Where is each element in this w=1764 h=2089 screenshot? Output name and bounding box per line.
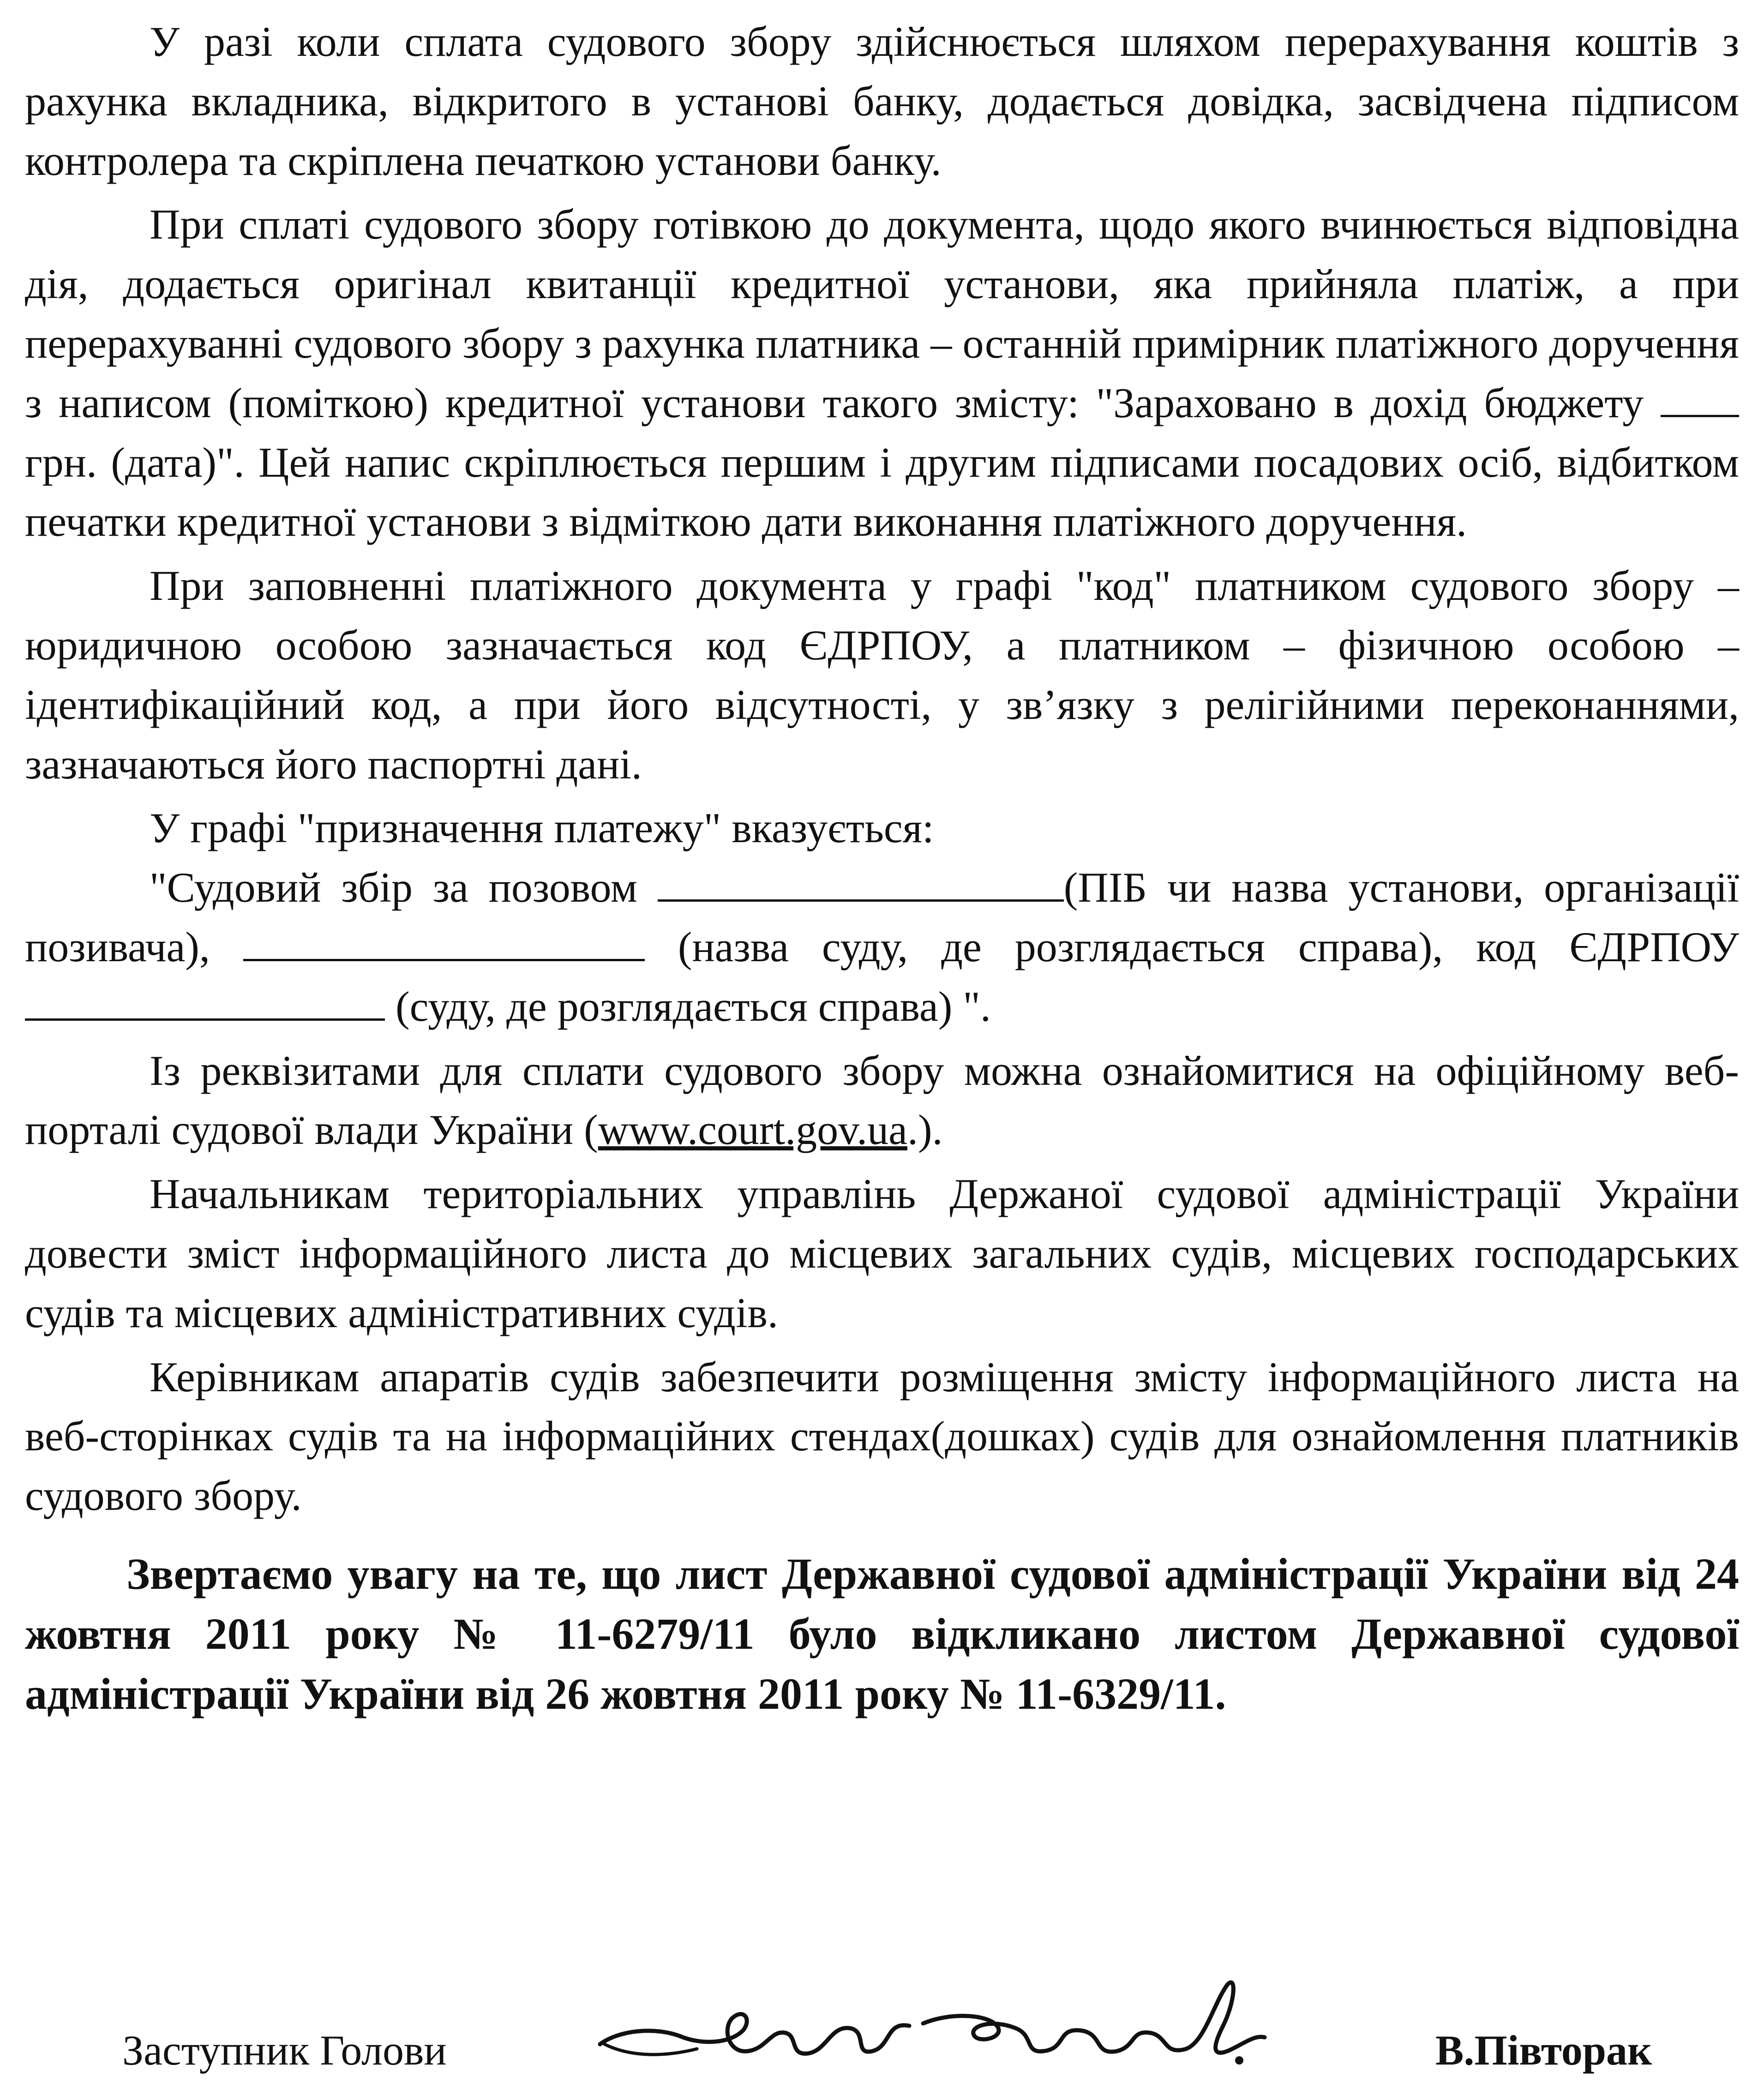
payment-purpose-template bbox=[25, 858, 1739, 1036]
paragraph-cash-payment-part1: При сплаті судового збору готівкою до документа, щодо якого вчинюється відповідна дія, додається оригінал квитанції кредитної установи, яка прийняла платіж, а при перерахуванні судового збору з рахунка платника – останній примірник платіжного доручення з написом (поміткою) кредитної установи такого змісту: "Зараховано в дохід бюджету bbox=[25, 201, 1739, 426]
paragraph-bank-account-payment: У разі коли сплата судового збору здійснюється шляхом перерахування коштів з рахунка вкладника, відкритого в установі банку, додається довідка, засвідчена підписом контролера та скріплена печаткою установи банку. bbox=[25, 18, 1739, 184]
paragraph-code-field: При заповненні платіжного документа у графі "код" платником судового збору – юридичною особою зазначається код ЄДРПОУ, а платником – фізичною особою – ідентифікаційний код, а при його відсутності, у зв’язку з релігійними переконаннями, зазначаються його паспортні дані. bbox=[25, 562, 1739, 788]
paragraph-territorial-heads: Начальникам територіальних управлінь Держаної судової адміністрації України довести зміст інформаційного листа до місцевих загальних судів, місцевих господарських судів та місцевих адміністративних судів. bbox=[25, 1170, 1739, 1336]
paragraph-cash-payment bbox=[25, 195, 1739, 551]
blank-amount-line bbox=[1661, 389, 1739, 417]
paragraph-payment-purpose-heading: У графі "призначення платежу" вказується: bbox=[150, 804, 934, 852]
paragraph-cash-payment-part2: грн. (дата)". Цей напис скріплюється першим і другим підписами посадових осіб, відбитком печатки кредитної установи з відміткою дати виконання платіжного доручення. bbox=[25, 438, 1739, 545]
signatory-position: Заступник Голови bbox=[122, 2027, 447, 2074]
blank-plaintiff-line bbox=[658, 874, 1064, 902]
notice-letter-withdrawn: Звертаємо увагу на те, що лист Державної судової адміністрації України від 24 жовтня 2011 року № 11-6279/11 було відкликано листом Державної судової адміністрації України від 26 жовтня 2011 року № 11-6329/11. bbox=[25, 1549, 1739, 1718]
paragraph-requisites-part1: Із реквізитами для сплати судового збору можна ознайомитися на офіційному веб-порталі судової влади України ( bbox=[25, 1047, 1739, 1154]
template-part4: (суду, де розглядається справа) ". bbox=[385, 982, 991, 1030]
template-part3: (назва суду, де розглядається справа), код ЄДРПОУ bbox=[644, 923, 1739, 970]
paragraph-court-staff-heads: Керівникам апаратів судів забезпечити розміщення змісту інформаційного листа на веб-сторінках судів та на інформаційних стендах(дошках) судів для ознайомлення платників судового збору. bbox=[25, 1353, 1739, 1520]
template-part2: (ПІБ чи назва установи, організації позивача), bbox=[25, 864, 1739, 970]
blank-court-code-line bbox=[25, 993, 385, 1021]
signatory-name: В.Півторак bbox=[1435, 2027, 1652, 2074]
court-portal-link[interactable]: www.court.gov.ua bbox=[598, 1106, 907, 1154]
blank-court-name-line bbox=[243, 934, 645, 961]
handwritten-signature-icon bbox=[591, 1975, 1292, 2081]
template-part1: "Судовий збір за позовом bbox=[150, 864, 658, 911]
signature-row bbox=[0, 1975, 1764, 2086]
paragraph-requisites-part2: .). bbox=[907, 1106, 943, 1154]
paragraph-requisites bbox=[25, 1041, 1739, 1160]
